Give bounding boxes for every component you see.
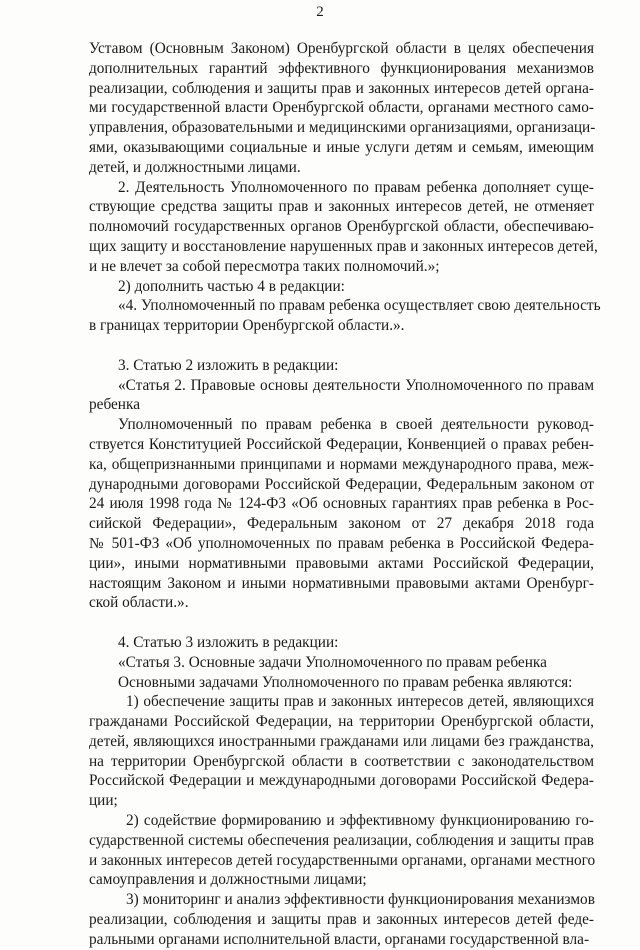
text-line: в границах территории Оренбургской области.». [89, 317, 405, 335]
text-line: 2) дополнить частью 4 в редакции: [118, 277, 345, 295]
text-line: «Статья 2. Правовые основы деятельности Уполномоченного по правам [118, 376, 594, 394]
paragraph [89, 692, 594, 811]
text-line: настоящим Законом и иными нормативными правовыми актами Оренбург- [89, 574, 594, 592]
text-line: гражданами Российской Федерации, на территории Оренбургской области, [89, 713, 594, 731]
text-line: и законных интересов детей государственными органами, органами местного [89, 851, 596, 869]
paragraph-gap [89, 336, 594, 356]
paragraph [89, 178, 598, 277]
paragraph [89, 890, 594, 949]
text-line: ции», иными нормативными правовыми актами Российской Федерации, [89, 554, 594, 572]
paragraph [89, 811, 594, 890]
text-line: сийской Федерации», Федеральным законом от 27 декабря 2018 года [89, 515, 594, 533]
text-line: на территории Оренбургской области в соответствии с законодательством [89, 752, 594, 770]
text-line: 1) обеспечение защиты прав и законных интересов детей, являющихся [126, 693, 594, 711]
text-line: ральными органами исполнительной власти, органами государственной вла- [89, 930, 590, 948]
text-line: ции; [89, 792, 118, 810]
text-line: щих защиту и восстановление нарушенных прав и законных интересов детей, [89, 237, 598, 255]
paragraph [89, 356, 594, 376]
text-line: детей, и должностными лицами. [89, 158, 301, 176]
text-line: дополнительных гарантий эффективного функционирования механизмов [89, 59, 594, 77]
paragraph [89, 633, 594, 653]
text-line: ми государственной власти Оренбургской области, органами местного само- [89, 99, 594, 117]
paragraph [89, 376, 594, 416]
paragraph [89, 39, 594, 178]
text-line: детей, являющихся иностранными гражданами или лицами без гражданства, [89, 732, 594, 750]
paragraph [89, 277, 594, 297]
text-line: ствующие средства защиты прав и законных интересов детей, не отменяет [89, 198, 594, 216]
page-number: 2 [316, 4, 324, 20]
paragraph [89, 673, 594, 693]
text-line: ской области.». [89, 594, 189, 612]
paragraph [89, 296, 601, 336]
text-line: и не влечет за собой пересмотра таких полномочий.»; [89, 257, 440, 275]
text-line: 3) мониторинг и анализ эффективности функционирования механизмов [126, 891, 595, 909]
text-line: № 501-ФЗ «Об уполномоченных по правам ребенка в Российской Федера- [89, 534, 594, 552]
document-body [89, 39, 601, 950]
text-line: 2) содействие формированию и эффективному функционированию го- [126, 812, 594, 830]
text-line: управления, образовательными и медицинскими организациями, организаци- [89, 119, 596, 137]
paragraph [89, 653, 594, 673]
text-line: «Статья 3. Основные задачи Уполномоченного по правам ребенка [118, 653, 547, 671]
text-line: 3. Статью 2 изложить в редакции: [118, 356, 339, 374]
text-line: Основными задачами Уполномоченного по правам ребенка являются: [118, 673, 573, 691]
text-line: Уставом (Основным Законом) Оренбургской области в целях обеспечения [89, 40, 594, 57]
text-line: ка, общепризнанными принципами и нормами международного права, меж- [89, 455, 594, 473]
text-line: дународными договорами Российской Федерации, Федеральным законом от [89, 475, 594, 493]
text-line: 2. Деятельность Уполномоченного по правам ребенка дополняет суще- [118, 178, 594, 196]
text-line: «4. Уполномоченный по правам ребенка осуществляет свою деятельность [118, 297, 601, 315]
text-line: реализации, соблюдения и защиты прав и законных интересов детей органа- [89, 79, 594, 97]
text-line: ребенка [89, 396, 140, 414]
paragraph-gap [89, 613, 594, 633]
text-line: ствуется Конституцией Российской Федерации, Конвенцией о правах ребен- [89, 435, 594, 453]
paragraph [89, 415, 594, 613]
text-line: 24 июля 1998 года № 124-ФЗ «Об основных гарантиях прав ребенка в Рос- [89, 495, 594, 513]
text-line: реализации, соблюдения и защиты прав и законных интересов детей феде- [89, 911, 594, 929]
text-line: Уполномоченный по правам ребенка в своей деятельности руковод- [118, 416, 594, 434]
text-line: сударственной системы обеспечения реализации, соблюдения и защиты прав [89, 831, 594, 849]
text-line: Российской Федерации и международными договорами Российской Федера- [89, 772, 594, 790]
text-line: полномочий государственных органов Оренбургской области, обеспечиваю- [89, 218, 594, 236]
text-line: ями, оказывающими социальные и иные услуги детям и семьям, имеющим [89, 138, 594, 156]
text-line: 4. Статью 3 изложить в редакции: [118, 633, 339, 651]
text-line: самоуправления и должностными лицами; [89, 871, 367, 889]
